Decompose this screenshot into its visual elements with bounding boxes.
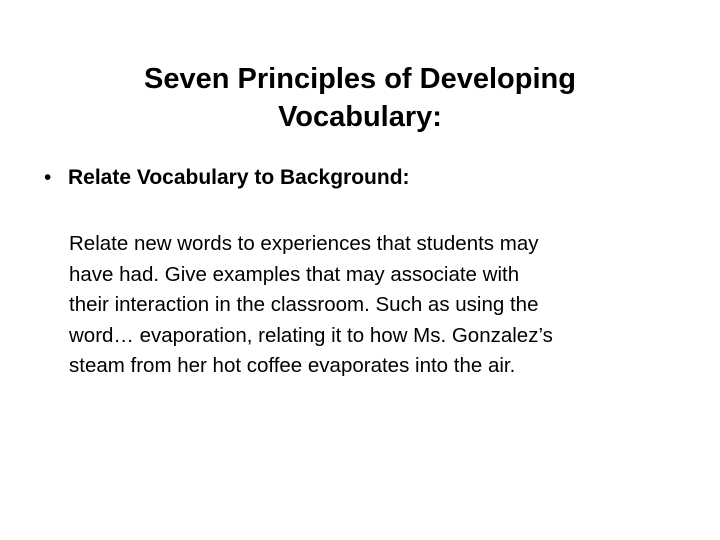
bullet-heading: Relate Vocabulary to Background:	[68, 166, 410, 189]
title-line-2: Vocabulary:	[278, 101, 442, 133]
bullet-item	[44, 164, 684, 192]
body-line: word… evaporation, relating it to how Ms. Gonzalez’s	[69, 323, 553, 347]
body-line: their interaction in the classroom. Such as using the	[69, 293, 539, 317]
body-line: have had. Give examples that may associate with	[69, 262, 520, 286]
body-line: Relate new words to experiences that students may	[69, 232, 539, 255]
slide-title	[60, 60, 660, 136]
body-paragraph	[69, 229, 699, 382]
body-line: steam from her hot coffee evaporates into the air.	[69, 354, 516, 378]
bullet-icon: •	[44, 166, 52, 189]
title-line-1: Seven Principles of Developing	[144, 63, 576, 95]
